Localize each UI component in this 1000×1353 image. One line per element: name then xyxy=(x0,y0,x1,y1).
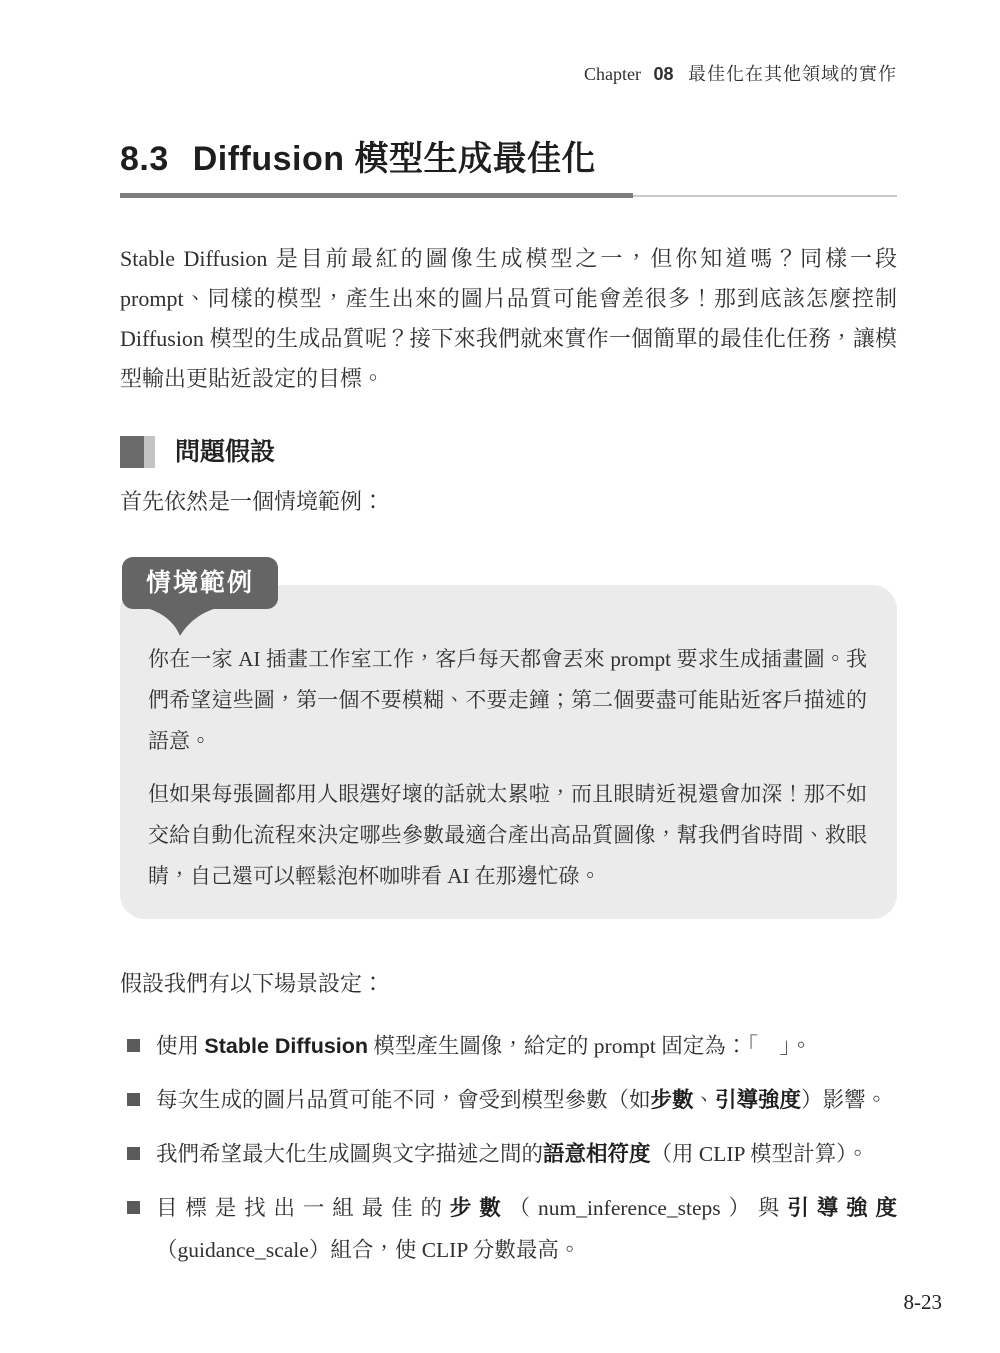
scenario-callout xyxy=(120,569,897,919)
lead-text: 首先依然是一個情境範例： xyxy=(120,489,385,514)
list-item xyxy=(120,1025,897,1067)
callout-tab xyxy=(122,557,278,609)
section-marker-icon xyxy=(120,436,155,468)
list-item-text: 我們希望最大化生成圖與文字描述之間的語意相符度（用 CLIP 模型計算）。 xyxy=(156,1142,869,1166)
bullet-square-icon xyxy=(127,1147,140,1160)
chapter-label: Chapter xyxy=(583,64,641,84)
page-content xyxy=(120,0,897,1283)
chapter-title: 最佳化在其他領域的實作 xyxy=(688,64,897,84)
rule-dark-segment xyxy=(120,193,633,198)
speech-tail-icon xyxy=(134,605,234,639)
subsection-title: 問題假設 xyxy=(175,438,276,466)
list-item-text: 目標是找出一組最佳的步數（num_inference_steps）與引導強度（guidance_scale）組合，使 CLIP 分數最高。 xyxy=(156,1196,897,1262)
list-item-text: 使用 Stable Diffusion 模型產生圖像，給定的 prompt 固定為：「 」。 xyxy=(156,1034,812,1058)
callout-paragraph: 但如果每張圖都用人眼選好壞的話就太累啦，而且眼睛近視還會加深！那不如交給自動化流程來決定哪些參數最適合產出高品質圖像，幫我們省時間、救眼睛，自己還可以輕鬆泡杯咖啡看 AI 在那邊忙碌。 xyxy=(148,782,867,888)
callout-box xyxy=(120,585,897,919)
scenario-list xyxy=(120,1025,897,1271)
bullet-square-icon xyxy=(127,1201,140,1214)
title-rule-divider xyxy=(120,193,897,199)
list-item xyxy=(120,1187,897,1271)
page-number: 8-23 xyxy=(903,1290,942,1314)
list-item xyxy=(120,1133,897,1175)
section-number: 8.3 xyxy=(120,140,169,178)
page-footer xyxy=(904,1290,943,1315)
intro-paragraph: Stable Diffusion 是目前最紅的圖像生成模型之一，但你知道嗎？同樣一段 prompt、同樣的模型，產生出來的圖片品質可能會差很多！那到底該怎麼控制 Diffusion 模型的生成品質呢？接下來我們就來實作一個簡單的最佳化任務，讓模型輸出更貼近設定的目標。 xyxy=(120,246,897,391)
section-title xyxy=(120,138,897,180)
subsection-heading xyxy=(120,435,897,469)
bullet-square-icon xyxy=(127,1039,140,1052)
list-item xyxy=(120,1079,897,1121)
callout-paragraph: 你在一家 AI 插畫工作室工作，客戶每天都會丟來 prompt 要求生成插畫圖。我們希望這些圖，第一個不要模糊、不要走鐘；第二個要盡可能貼近客戶描述的語意。 xyxy=(148,647,867,753)
list-item-text: 每次生成的圖片品質可能不同，會受到模型參數（如步數、引導強度）影響。 xyxy=(156,1088,888,1112)
section-title-text: Diffusion 模型生成最佳化 xyxy=(192,140,596,178)
chapter-number: 08 xyxy=(653,64,674,84)
scenario-lead: 假設我們有以下場景設定： xyxy=(120,971,385,996)
bullet-square-icon xyxy=(127,1093,140,1106)
callout-tab-label: 情境範例 xyxy=(146,569,255,597)
